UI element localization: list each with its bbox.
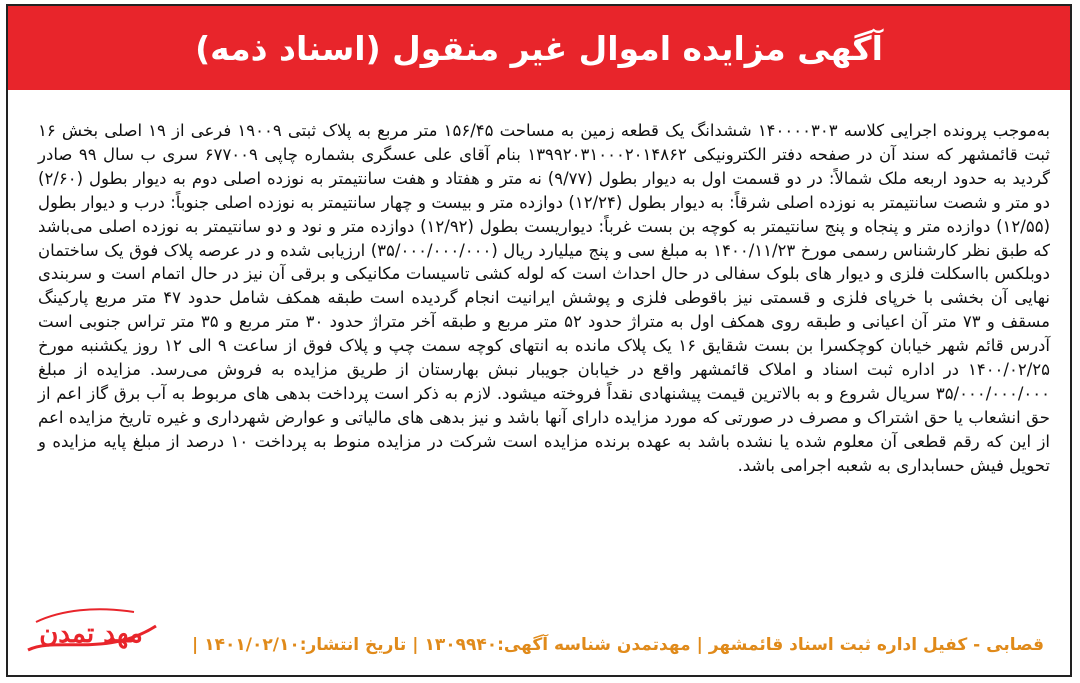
footer-publish-label: تاریخ انتشار: xyxy=(299,635,407,655)
footer-signer: قصابی - کفیل اداره ثبت اسناد قائمشهر xyxy=(708,635,1044,655)
footer-ad-id-value: ۱۳۰۹۹۴۰ xyxy=(424,635,498,655)
header-bar xyxy=(8,6,1070,90)
notice-footer xyxy=(186,630,1044,660)
mahd-tamadon-logo-icon xyxy=(16,596,166,670)
notice-frame xyxy=(6,4,1072,677)
footer-separator: | xyxy=(696,635,703,655)
footer-ad-id-label: مهدتمدن شناسه آگهی: xyxy=(497,635,691,655)
footer-separator: | xyxy=(192,635,199,655)
footer-separator: | xyxy=(412,635,419,655)
notice-body: به‌موجب پرونده اجرایی کلاسه ۱۴۰۰۰۰۳۰۳ ششدانگ یک قطعه زمین به مساحت ۱۵۶/۴۵ متر مربع به پلاک ثبتی ۱۹۰۰۹ فرعی از ۱۹ اصلی بخش ۱۶ ثبت قائمشهر که سند آن در صفحه دفتر الکترونیکی ۱۳۹۹۲۰۳۱۰۰۰۲۰۱۴۸۶۲ بنام آقای علی عسگری بشماره چاپی ۶۷۷۰۰۹ سری ب سال ۹۹ صادر گردید به حدود اربعه ملک شمالاً: در دو قسمت اول به دیوار بطول (۹/۷۷) نه متر و هفتاد و هفت سانتیمتر به نوزده اصلی دوم به دیوار بطول (۲/۶۰) دو متر و شصت سانتیمتر به نوزده اصلی شرقاً: به دیوار بطول (۱۲/۲۴) دوازده متر و بیست و چهار سانتیمتر به نوزده اصلی جنوباً: درب و دیوار بطول (۱۲/۵۵) دوازده متر و پنجاه و پنج سانتیمتر به کوچه بن بست غرباً: دیواریست بطول (۱۲/۹۲) دوازده متر و نود و دو سانتیمتر به نوزده اصلی می‌باشد که طبق نظر کارشناس رسمی مورخ ۱۴۰۰/۱۱/۲۳ به مبلغ سی و پنج میلیارد ریال (۳۵/۰۰۰/۰۰۰/۰۰۰) ارزیابی شده و در عرصه پلاک فوق یک ساختمان دوبلکس بااسکلت فلزی و دیوار های بلوک سفالی در حال احداث است که لوله کشی تاسیسات مکانیکی و برقی آن نیز در حال اتمام است و سربندی نهایی آن بخشی با خرپای فلزی و قسمتی نیز باقوطی فلزی و پوشش ایرانیت انجام گردیده است طبقه همکف شامل حدود ۴۷ متر مربع پارکینگ مسقف و ۷۳ متر آن اعیانی و طبقه روی همکف اول به متراژ حدود ۵۲ متر مربع و طبقه آخر متراژ حدود ۳۰ متر مربع و ۳۵ متر تراس جنوبی است آدرس قائم شهر خیابان کوچکسرا بن بست شقایق ۱۶ یک پلاک مانده به انتهای کوچه سمت چپ و پلاک فوق از ساعت ۹ الی ۱۲ روز یکشنبه مورخ ۱۴۰۰/۰۲/۲۵ در اداره ثبت اسناد و املاک قائمشهر واقع در خیابان جویبار نبش بهارستان از طریق مزایده به فروش می‌رسد. مزایده از مبلغ ۳۵/۰۰۰/۰۰۰/۰۰۰ سریال شروع و به بالاترین قیمت پیشنهادی نقداً فروخته میشود. لازم به ذکر است پرداخت بدهی های مربوط به آب برق گاز اعم از حق انشعاب یا حق اشتراک و مصرف در صورتی که مورد مزایده دارای آنها باشد و نیز بدهی های مالیاتی و عوارض شهرداری و غیره تاریخ مزایده اعم از این که رقم قطعی آن معلوم شده یا نشده باشد به عهده برنده مزایده است شرکت در مزایده منوط به پرداخت ۱۰ درصد از مبلغ پایه مزایده و تحویل فیش حسابداری به شعبه اجرامی باشد. xyxy=(38,121,1051,475)
footer-publish-value: ۱۴۰۱/۰۲/۱۰ xyxy=(204,635,300,655)
logo-text: مهد تمدن xyxy=(39,619,143,649)
notice-title: آگهی مزایده اموال غیر منقول (اسناد ذمه) xyxy=(195,28,883,68)
